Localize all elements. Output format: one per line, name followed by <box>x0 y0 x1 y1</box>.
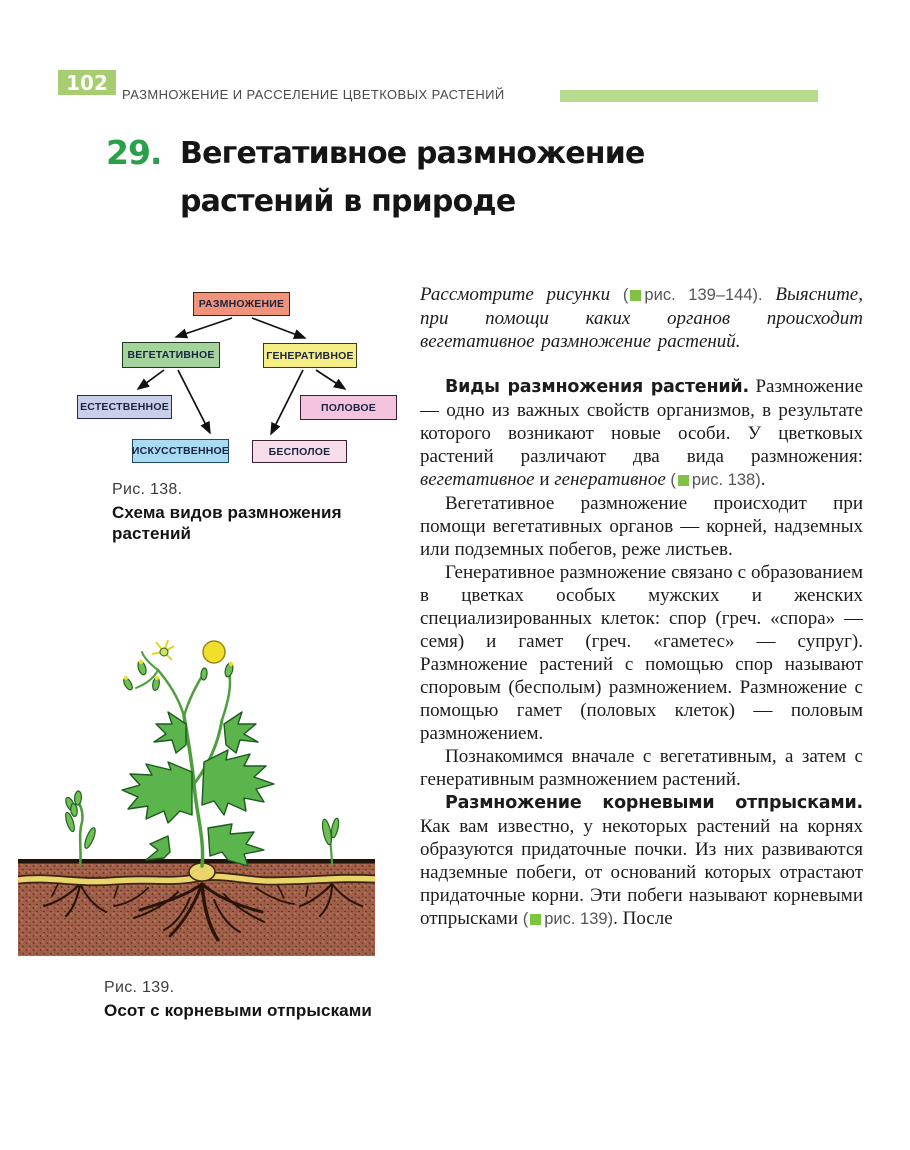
figure-ref-square-icon <box>630 290 641 301</box>
text-segment: ( <box>622 286 629 304</box>
plant-illustration <box>18 612 375 960</box>
section-number: 29. <box>106 133 162 172</box>
chapter-title <box>180 130 780 226</box>
text-segment: Как вам известно, у некоторых растений на корнях образуются придаточные почки. Из них развиваются надземные побеги, от оснований которых отрастают придаточные корни. Эти побеги называют корневыми отпрысками <box>420 816 863 929</box>
text-segment: ( <box>665 471 676 489</box>
text-segment: Вегетативное размножение происходит при помощи вегетативных органов — корней, надземных или подземных побегов, реже листьев. <box>420 493 863 560</box>
diagram-box-polovoe: ПОЛОВОЕ <box>300 395 397 420</box>
figure-138-caption <box>112 481 380 544</box>
text-segment: Виды размножения растений. <box>445 377 749 397</box>
paragraph-generativnoe <box>420 561 863 745</box>
figure-139-label: Рис. 139. <box>104 979 175 996</box>
figure-ref-square-icon <box>530 914 541 925</box>
text-segment: генеративное <box>554 469 666 490</box>
header-decor-bar <box>560 90 818 102</box>
text-segment: . <box>760 469 766 490</box>
main-text-column <box>420 283 863 931</box>
page-number: 102 <box>66 70 108 95</box>
chapter-title-line1: Вегетативное размножение <box>180 136 645 171</box>
figure-139-text: Осот с корневыми отпрысками <box>104 1001 372 1020</box>
text-segment: рис. 139–144). <box>644 286 763 304</box>
diagram-box-razmnozhenie: РАЗМНОЖЕНИЕ <box>193 292 290 316</box>
figure-138-text: Схема видов размножения растений <box>112 503 342 543</box>
text-segment: Размножение — одно из важных свойств организмов, в результате которого возникают новые особи. У цветковых растений различают два вида размножения: <box>420 376 863 467</box>
text-segment: рис. 138) <box>691 471 761 489</box>
running-header: РАЗМНОЖЕНИЕ И РАССЕЛЕНИЕ ЦВЕТКОВЫХ РАСТЕНИЙ <box>122 87 505 102</box>
intro-task-paragraph <box>420 283 863 353</box>
figure-138-label: Рис. 138. <box>112 481 183 498</box>
text-segment: ( <box>522 910 529 928</box>
diagram-box-bespoloe: БЕСПОЛОЕ <box>252 440 347 463</box>
text-segment: рис. 139) <box>544 910 614 928</box>
paragraph-vidy-razmnozheniya <box>420 375 863 492</box>
text-segment: Рассмотрите рисунки <box>420 284 623 305</box>
diagram-box-iskusstvennoe: ИСКУССТВЕННОЕ <box>132 439 229 463</box>
figure-ref-square-icon <box>678 475 689 486</box>
text-segment: Размножение корневыми отпрысками. <box>445 793 863 813</box>
diagram-box-estestvennoe: ЕСТЕСТВЕННОЕ <box>77 395 172 419</box>
text-segment: вегетативное <box>420 469 535 490</box>
reproduction-types-diagram <box>60 285 405 477</box>
diagram-box-vegetativnoe: ВЕГЕТАТИВНОЕ <box>122 342 220 368</box>
text-segment: Генеративное размножение связано с образованием в цветках особых мужских и женских специализированных клеток: спор (греч. «спора» — семя) и гамет (греч. «гаметес» — супруг). Размножение растений с помощью спор называют споровым (бесполым) размножением. Размножение с помощью гамет (половых клеток) — половым размножением. <box>420 562 863 744</box>
figure-139-caption <box>104 979 434 1021</box>
paragraph-poznakomimsya <box>420 745 863 791</box>
chapter-title-line2: растений в природе <box>180 184 516 219</box>
text-segment: . После <box>613 908 673 929</box>
paragraph-vegetativnoe <box>420 492 863 561</box>
diagram-box-generativnoe: ГЕНЕРАТИВНОЕ <box>263 343 357 368</box>
text-segment: Выясните, при помощи каких органов происходит вегетативное размножение растений. <box>420 284 863 352</box>
text-segment: и <box>534 469 555 490</box>
page-number-box <box>58 70 116 95</box>
text-segment: Познакомимся вначале с вегетативным, а затем с генеративным размножением растений. <box>420 746 863 790</box>
paragraph-kornevye-otpryski <box>420 791 863 931</box>
